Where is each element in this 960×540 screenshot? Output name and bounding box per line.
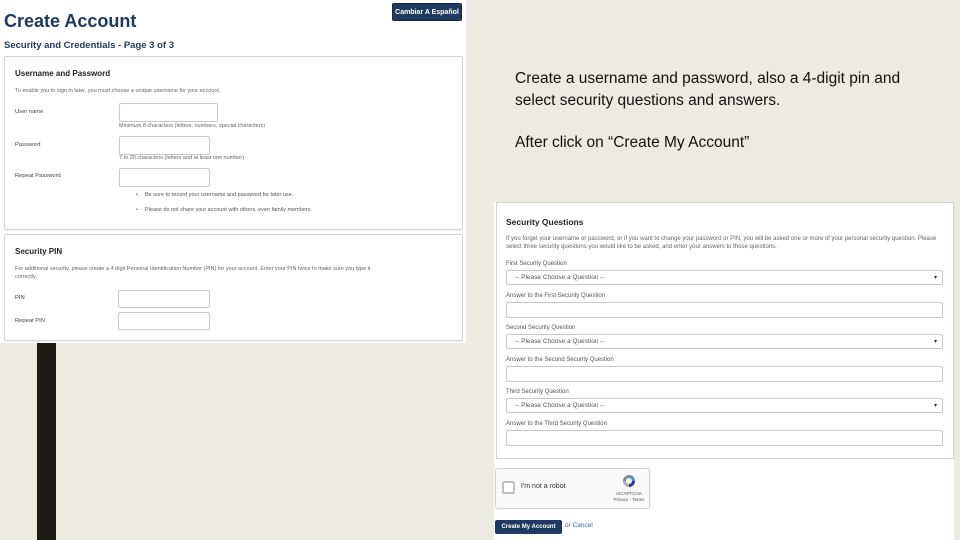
bullet-record: • Be sure to record your username and password for later use. xyxy=(145,192,293,198)
first-question-value: -- Please Choose a Question -- xyxy=(515,274,605,281)
pin-label: PIN xyxy=(15,295,25,301)
page-subtitle: Security and Credentials - Page 3 of 3 xyxy=(4,40,174,51)
third-question-select[interactable] xyxy=(506,398,943,413)
recaptcha-checkbox[interactable] xyxy=(502,481,515,494)
chevron-down-icon: ▾ xyxy=(933,403,937,409)
security-questions-heading: Security Questions xyxy=(506,217,584,227)
cancel-row xyxy=(565,522,593,529)
username-label: User name xyxy=(15,109,44,115)
password-label: Password xyxy=(15,142,41,148)
username-input[interactable] xyxy=(119,103,218,122)
first-question-label: First Security Question xyxy=(506,261,567,267)
username-intro: To enable you to sign in later, you must choose a unique username for your account. xyxy=(15,88,221,94)
recaptcha-brand xyxy=(611,491,647,503)
first-question-select[interactable] xyxy=(506,270,943,285)
third-answer-input[interactable] xyxy=(506,430,943,446)
username-password-card xyxy=(4,56,463,230)
second-question-select[interactable] xyxy=(506,334,943,349)
password-input[interactable] xyxy=(119,136,210,155)
third-question-value: -- Please Choose a Question -- xyxy=(515,402,605,409)
recaptcha-label: I'm not a robot xyxy=(521,483,566,490)
chevron-down-icon: ▾ xyxy=(933,339,937,345)
second-question-value: -- Please Choose a Question -- xyxy=(515,338,605,345)
pin-intro-line1: For additional security, please create a 4 digit Personal Identification Number (PIN) for your account. Enter your PIN twice to make sure you type it xyxy=(15,266,371,272)
security-questions-card xyxy=(496,202,954,459)
instruction-line1: Create a username and password, also a 4-digit pin and select security questions and answers. xyxy=(515,70,901,109)
third-answer-label: Answer to the Third Security Question xyxy=(506,421,607,427)
account-form-screenshot xyxy=(0,0,466,343)
pin-section-heading: Security PIN xyxy=(15,247,63,256)
recaptcha-brand-text: reCAPTCHA xyxy=(616,491,642,496)
repeat-password-input[interactable] xyxy=(119,168,210,187)
cancel-link[interactable]: Cancel xyxy=(572,522,593,529)
page-title: Create Account xyxy=(4,11,137,31)
chevron-down-icon: ▾ xyxy=(933,275,937,281)
second-answer-input[interactable] xyxy=(506,366,943,382)
first-answer-input[interactable] xyxy=(506,302,943,318)
second-question-label: Second Security Question xyxy=(506,325,576,331)
recaptcha-logo-icon xyxy=(622,474,636,488)
language-button[interactable]: Cambiar A Español xyxy=(392,3,462,21)
or-text: or xyxy=(565,522,571,529)
username-hint: Minimum 8 characters (letters, numbers, special characters) xyxy=(119,123,266,129)
recaptcha-widget xyxy=(495,468,650,509)
repeat-pin-input[interactable] xyxy=(118,312,210,330)
third-question-label: Third Security Question xyxy=(506,389,569,395)
password-hint: 7 to 20 characters (letters and at least one number) xyxy=(119,155,245,161)
bullet-share: • Please do not share your account with others, even family members. xyxy=(145,207,312,213)
security-questions-description: If you forget your username or password, or if you want to change your password or PIN, you will be asked one or more of your personal security question. Please select three security questions you would like to be asked, and enter your answers to those questions. xyxy=(506,236,937,250)
pin-input[interactable] xyxy=(118,290,210,308)
username-section-heading: Username and Password xyxy=(15,69,111,78)
instruction-text xyxy=(515,68,935,154)
instruction-line2: After click on “Create My Account” xyxy=(515,134,750,151)
first-answer-label: Answer to the First Security Question xyxy=(506,293,606,299)
create-account-button[interactable]: Create My Account xyxy=(495,520,562,534)
pin-intro-line2: correctly. xyxy=(15,274,37,280)
security-pin-card xyxy=(4,234,463,341)
repeat-pin-label: Repeat PIN xyxy=(15,318,45,324)
repeat-password-label: Repeat Password xyxy=(15,173,61,179)
security-questions-screenshot xyxy=(494,202,954,540)
second-answer-label: Answer to the Second Security Question xyxy=(506,357,614,363)
decorative-bar xyxy=(37,343,56,540)
recaptcha-links[interactable]: Privacy - Terms xyxy=(613,497,645,502)
